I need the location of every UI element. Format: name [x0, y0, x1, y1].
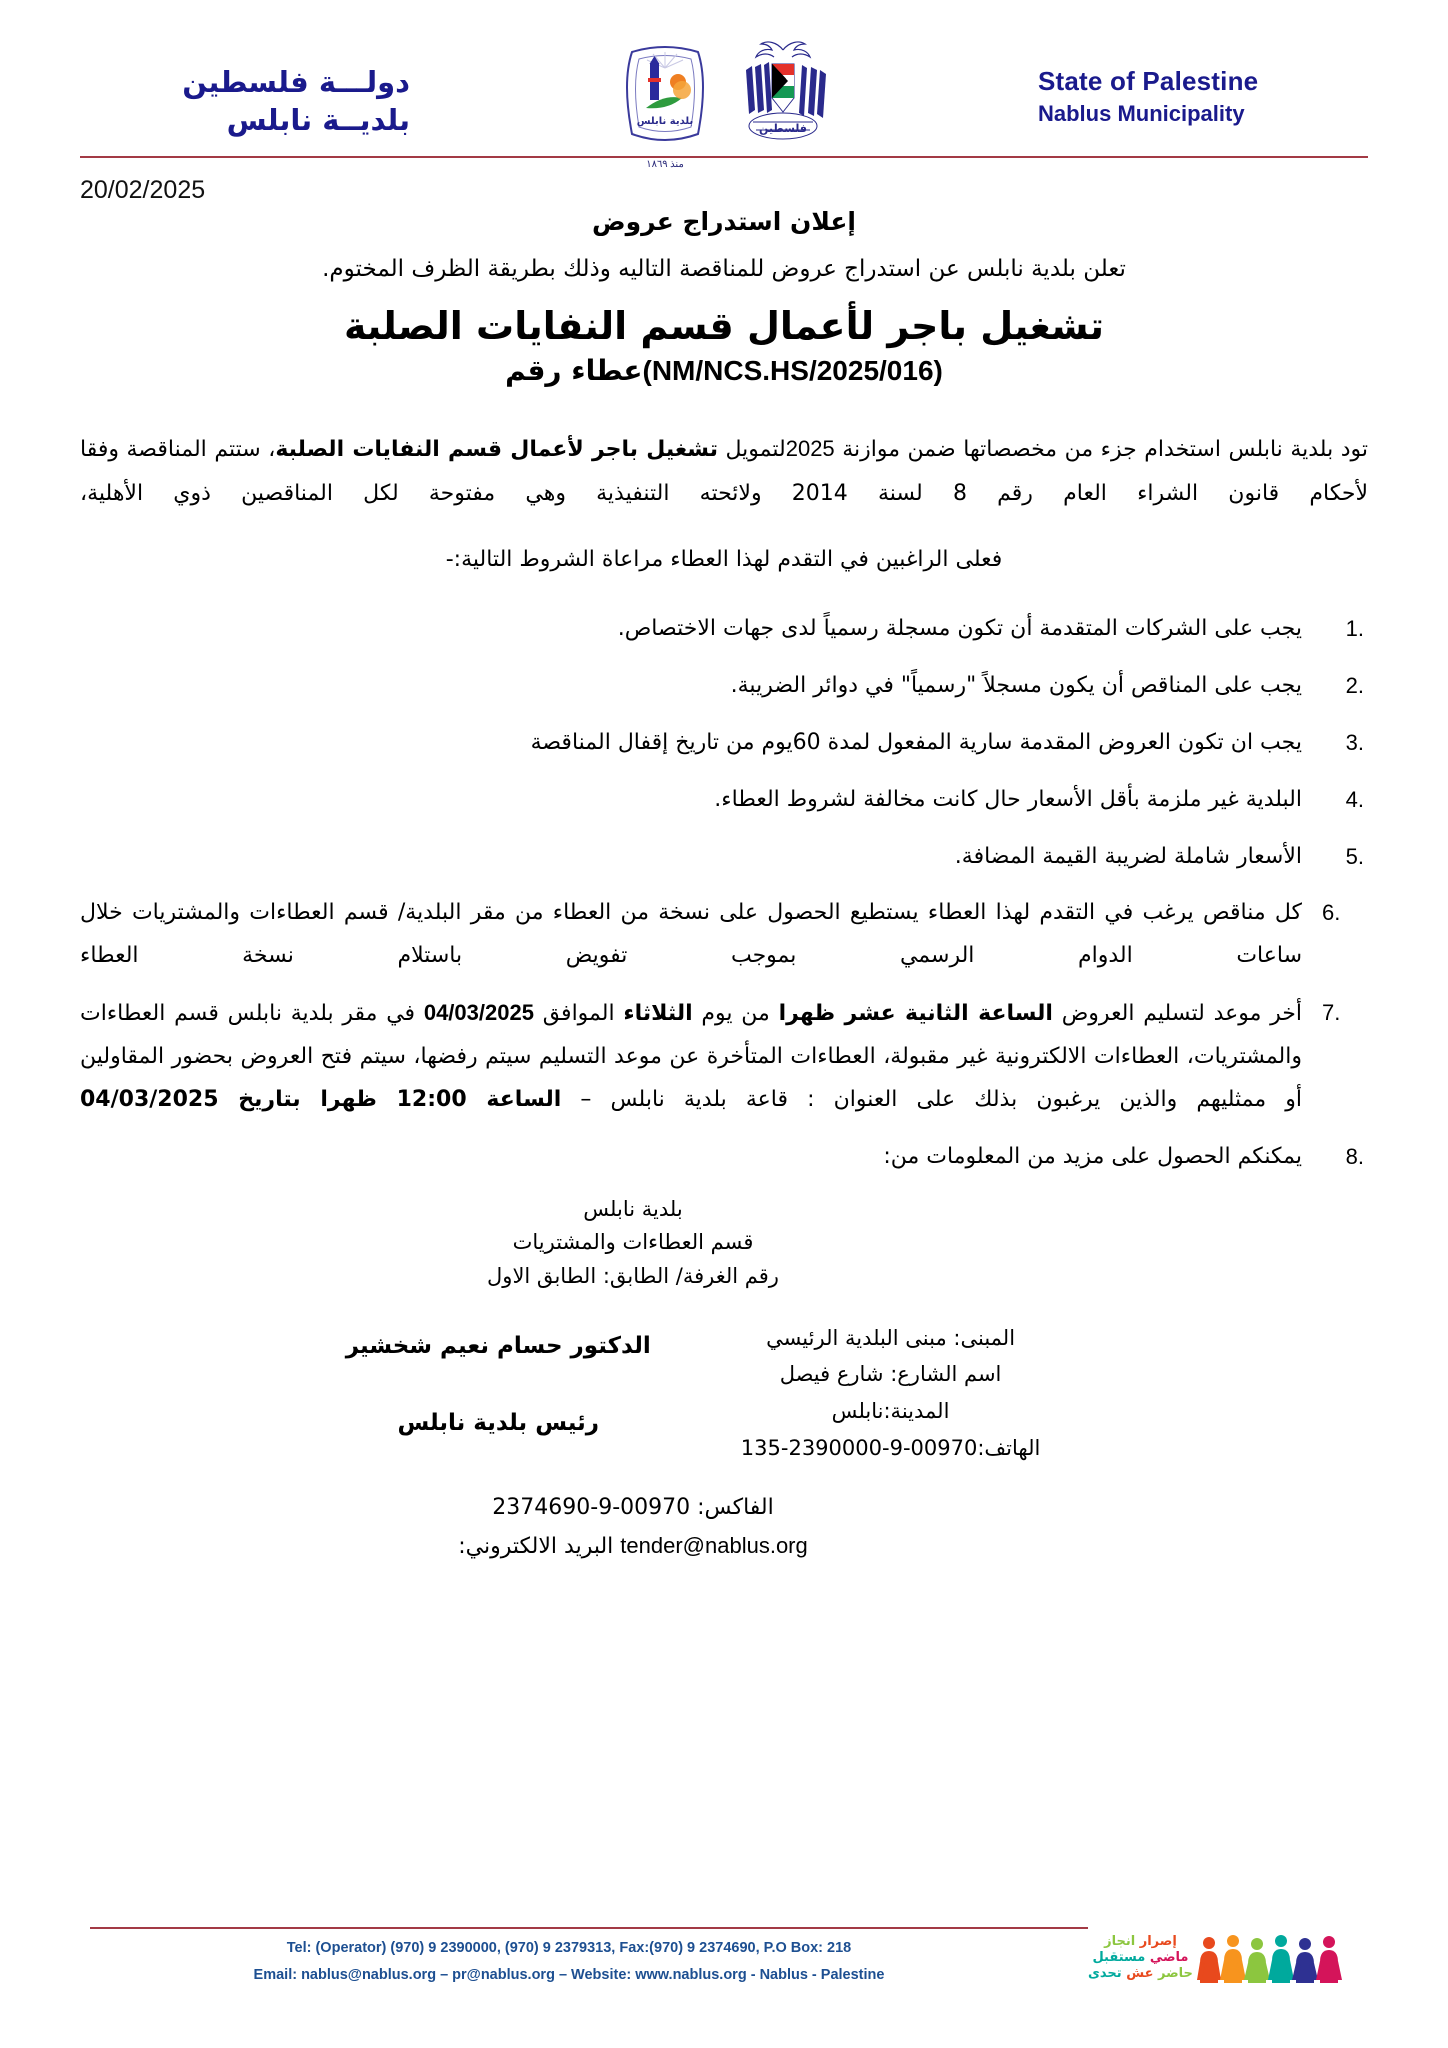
footer-campaign-logo — [1088, 1930, 1358, 1986]
lead-bold-subject: تشغيل باجر لأعمال قسم النفايات الصلبة — [275, 437, 718, 462]
nablus-municipality-crest-icon — [610, 34, 720, 170]
document-date: 20/02/2025 — [80, 176, 206, 204]
condition-text-4: البلدية غير ملزمة بأقل الأسعار حال كانت مخالفة لشروط العطاء. — [714, 786, 1302, 812]
footer-slogan — [1088, 1934, 1193, 1987]
contact-room-floor: رقم الغرفة/ الطابق: الطابق الاول — [487, 1263, 779, 1288]
contact-phone: الهاتف:00970-9-2390000-135 — [740, 1435, 1041, 1460]
contact-building: المبنى: مبنى البلدية الرئيسي — [766, 1325, 1016, 1350]
announcement-title: إعلان استدراج عروض — [592, 207, 856, 236]
tender-code: (NM/NCS.HS/2025/016) — [642, 355, 943, 386]
crest-group — [594, 30, 854, 170]
contact-bottom-block — [80, 1489, 1186, 1567]
document-content — [0, 207, 1448, 1567]
condition7-seg3: من يوم — [692, 1001, 779, 1027]
conditions-list — [80, 608, 1368, 1179]
condition-item-7 — [80, 992, 1306, 1122]
condition7-seg7: في مقر بلدية نابلس قسم العطاءات والمشتريات، العطاءات الالكترونية غير مقبولة، العطاءات المتأخرة عن موعد التسليم سيتم رفضها، سيتم فتح العروض بحضور المقاولين أو ممثليهم والذين يرغبون بذلك على العنوان : قاعة بلدية نابلس – — [80, 1001, 1303, 1113]
slogan-word-5: حاضر — [1158, 1966, 1193, 1982]
contact-block — [80, 1193, 1368, 1567]
contact-address-block — [741, 1320, 1041, 1467]
letterhead-english-line1: State of Palestine — [1038, 66, 1259, 96]
contact-street: اسم الشارع: شارع فيصل — [779, 1362, 1002, 1387]
svg-text:بلدية نابلس: بلدية نابلس — [636, 116, 694, 127]
announcement-subtitle: تعلن بلدية نابلس عن استدراج عروض للمناقصة التاليه وذلك بطريقة الظرف المختوم. — [322, 256, 1126, 282]
crest-since-label: منذ ١٨٦٩ — [646, 159, 684, 170]
tender-reference — [80, 354, 1368, 387]
conditions-intro: فعلى الراغبين في التقدم لهذا العطاء مراعاة الشروط التالية:- — [445, 547, 1003, 572]
condition7-day-bold: الثلاثاء — [623, 1001, 693, 1027]
footer-divider — [90, 1927, 1088, 1929]
page-footer — [0, 1927, 1448, 1990]
slogan-word-1: إصرار — [1139, 1933, 1177, 1949]
slogan-word-7: تحدى — [1088, 1966, 1122, 1982]
letterhead-arabic-line1: دولـــة فلسطين — [182, 65, 410, 99]
lead-part3: ، ستتم المناقصة وفقا لأحكام قانون الشراء العام رقم 8 لسنة 2014 ولائحته التنفيذية وهي مفتوحة لكل المناقصين ذوي الأهلية، — [80, 437, 1368, 506]
contact-email-label: البريد الالكتروني: — [458, 1534, 614, 1560]
condition-text-6: كل مناقص يرغب في التقدم لهذا العطاء يستطيع الحصول على نسخة من العطاء من مقر البلدية/ قسم العطاءات والمشتريات خلال ساعات الدوام الرسمي بموجب تفويض باستلام نسخة العطاء — [80, 900, 1302, 969]
signatory-role: رئيس بلدية نابلس — [397, 1409, 599, 1436]
signatory-block — [346, 1320, 651, 1467]
letterhead-arabic-line2: بلديــة نابلس — [226, 102, 410, 137]
condition-text-5: الأسعار شاملة لضريبة القيمة المضافة. — [954, 843, 1302, 869]
slogan-word-2: انجاز — [1104, 1933, 1136, 1949]
slogan-word-4: مستقبل — [1092, 1949, 1146, 1965]
svg-text:فلسطين: فلسطين — [759, 122, 807, 135]
condition-item-5 — [80, 836, 1306, 879]
slogan-word-3: ماضي — [1149, 1949, 1189, 1965]
footer-line-2: Email: nablus@nablus.org – pr@nablus.org – Website: www.nablus.org - Nablus - Palestine — [253, 1967, 885, 1984]
signatory-name: الدكتور حسام نعيم شخشير — [345, 1332, 651, 1359]
tender-label: عطاء رقم — [505, 354, 643, 387]
condition-text-8: يمكنكم الحصول على مزيد من المعلومات من: — [883, 1143, 1302, 1169]
condition-item-4 — [80, 779, 1306, 822]
condition-item-3 — [80, 722, 1306, 765]
condition7-seg5: الموافق — [533, 1001, 624, 1027]
contact-email-row — [80, 1527, 1186, 1567]
contact-city: المدينة:نابلس — [831, 1399, 950, 1424]
condition-text-2: يجب على المناقص أن يكون مسجلاً "رسمياً" في دوائر الضريبة. — [730, 672, 1302, 698]
lead-part1: تود بلدية نابلس استخدام جزء من مخصصاتها ضمن موازنة — [834, 437, 1369, 462]
condition7-date-bold: 04/03/2025 — [423, 1000, 534, 1026]
condition-text-1: يجب على الشركات المتقدمة أن تكون مسجلة رسمياً لدى جهات الاختصاص. — [617, 616, 1302, 641]
contact-fax: الفاكس: 00970-9-2374690 — [492, 1494, 774, 1520]
condition-item-2 — [80, 665, 1306, 708]
contact-org: بلدية نابلس — [583, 1196, 683, 1221]
condition-item-1 — [80, 608, 1306, 651]
people-figures-icon — [1197, 1934, 1347, 1986]
condition7-opening-bold: الساعة 12:00 ظهرا بتاريخ 04/03/2025 — [80, 1087, 562, 1113]
letterhead — [0, 0, 1448, 170]
lead-budget-year: 2025 — [785, 436, 835, 461]
condition-item-8 — [80, 1136, 1306, 1179]
footer-contact-lines — [90, 1935, 1088, 1990]
footer-line-1: Tel: (Operator) (970) 9 2390000, (970) 9 2379313, Fax:(970) 9 2374690, P.O Box: 218 — [286, 1939, 852, 1956]
slogan-word-6: عش — [1126, 1966, 1154, 1982]
condition7-seg1: أخر موعد لتسليم العروض — [1052, 1001, 1303, 1027]
signature-row — [80, 1320, 1306, 1467]
header-divider — [80, 156, 1368, 158]
letterhead-english — [1038, 30, 1368, 129]
contact-email-value[interactable]: tender@nablus.org — [620, 1533, 808, 1559]
letterhead-english-line2: Nablus Municipality — [1038, 101, 1245, 127]
contact-org-lines — [80, 1193, 1186, 1294]
lead-part2: لتمويل — [717, 437, 786, 462]
palestine-eagle-emblem-icon — [728, 34, 838, 154]
condition-text-3: يجب ان تكون العروض المقدمة سارية المفعول لمدة 60يوم من تاريخ إقفال المناقصة — [530, 729, 1302, 755]
contact-department: قسم العطاءات والمشتريات — [512, 1230, 754, 1255]
tender-main-title: تشغيل باجر لأعمال قسم النفايات الصلبة — [343, 304, 1105, 348]
lead-paragraph — [80, 427, 1368, 516]
letterhead-arabic — [80, 30, 410, 139]
condition7-time-bold: الساعة الثانية عشر ظهرا — [778, 1001, 1053, 1027]
condition-item-6 — [80, 892, 1306, 978]
